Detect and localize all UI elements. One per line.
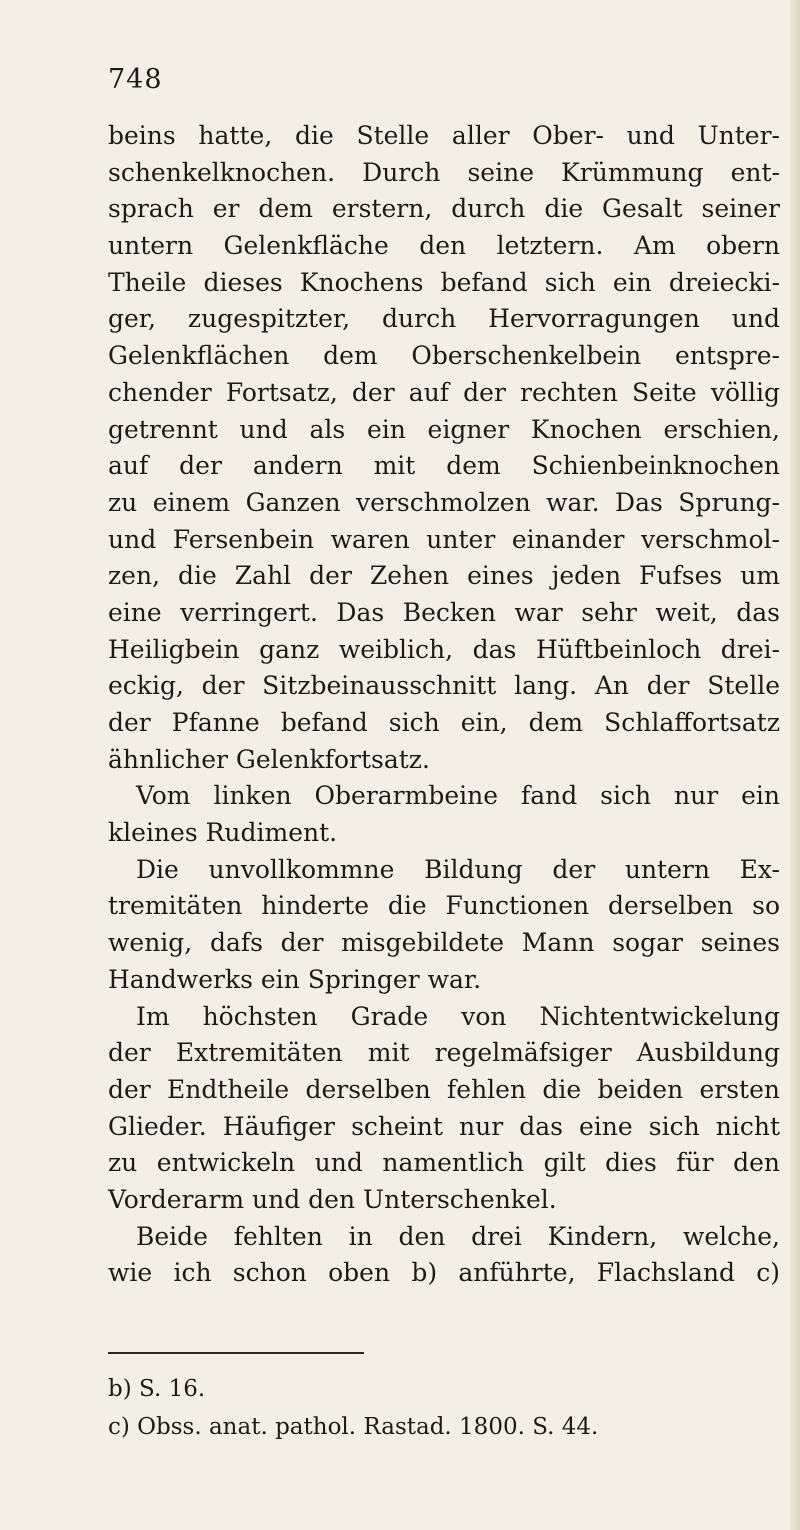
text-line: beins hatte, die Stelle aller Ober- und Unter- bbox=[108, 121, 780, 150]
text-line: der Endtheile derselben fehlen die beiden ersten bbox=[108, 1074, 780, 1104]
text-line: chender Fortsatz, der auf der rechten Seite völlig bbox=[108, 377, 780, 407]
footnote-b: b) S. 16. bbox=[108, 1376, 206, 1402]
text-line: schenkelknochen. Durch seine Krümmung ent- bbox=[108, 157, 780, 187]
text-line: Glieder. Häufiger scheint nur das eine sich nicht bbox=[108, 1111, 780, 1141]
text-line: wenig, dafs der misgebildete Mann sogar seines bbox=[108, 928, 780, 958]
text-line: eine verringert. Das Becken war sehr weit, das bbox=[108, 597, 780, 627]
text-line: zu entwickeln und namentlich gilt dies für den bbox=[108, 1148, 780, 1178]
footnote-divider bbox=[108, 1352, 364, 1354]
text-line: eckig, der Sitzbeinausschnitt lang. An der Stelle bbox=[108, 671, 780, 701]
text-line: Theile dieses Knochens befand sich ein dreiecki- bbox=[108, 267, 780, 297]
body-text bbox=[108, 118, 780, 1292]
text-line: tremitäten hinderte die Functionen derselben so bbox=[108, 891, 780, 921]
text-line: Vom linken Oberarmbeine fand sich nur ein bbox=[136, 781, 780, 811]
text-line: Vorderarm und den Unterschenkel. bbox=[108, 1184, 557, 1214]
text-line: der Extremitäten mit regelmäfsiger Ausbildung bbox=[108, 1038, 780, 1068]
page-number: 748 bbox=[108, 64, 163, 95]
footnote-c: c) Obss. anat. pathol. Rastad. 1800. S. 44. bbox=[108, 1414, 599, 1440]
text-line: und Fersenbein waren unter einander verschmol- bbox=[108, 524, 780, 554]
text-line: Im höchsten Grade von Nichtentwickelung bbox=[136, 1001, 780, 1031]
page-edge-shadow bbox=[790, 0, 800, 1530]
text-line: untern Gelenkfläche den letztern. Am obern bbox=[108, 231, 780, 261]
text-line: Gelenkflächen dem Oberschenkelbein entspre- bbox=[108, 341, 780, 371]
text-line: auf der andern mit dem Schienbeinknochen bbox=[108, 451, 780, 481]
text-line: zen, die Zahl der Zehen eines jeden Fufses um bbox=[108, 561, 780, 591]
text-line: ger, zugespitzter, durch Hervorragungen und bbox=[108, 304, 780, 334]
text-line: ähnlicher Gelenkfortsatz. bbox=[108, 744, 430, 774]
text-line: sprach er dem erstern, durch die Gesalt seiner bbox=[108, 194, 780, 224]
text-line: wie ich schon oben b) anführte, Flachsland c) bbox=[108, 1258, 780, 1288]
text-line: zu einem Ganzen verschmolzen war. Das Sprung- bbox=[108, 487, 780, 517]
text-line: kleines Rudiment. bbox=[108, 818, 338, 848]
text-line: Heiligbein ganz weiblich, das Hüftbeinloch drei- bbox=[108, 634, 780, 664]
text-line: getrennt und als ein eigner Knochen erschien, bbox=[108, 414, 780, 444]
text-line: Beide fehlten in den drei Kindern, welche, bbox=[136, 1221, 780, 1251]
text-line: der Pfanne befand sich ein, dem Schlaffortsatz bbox=[108, 708, 780, 737]
text-line: Handwerks ein Springer war. bbox=[108, 964, 482, 994]
text-line: Die unvollkommne Bildung der untern Ex- bbox=[136, 854, 780, 884]
